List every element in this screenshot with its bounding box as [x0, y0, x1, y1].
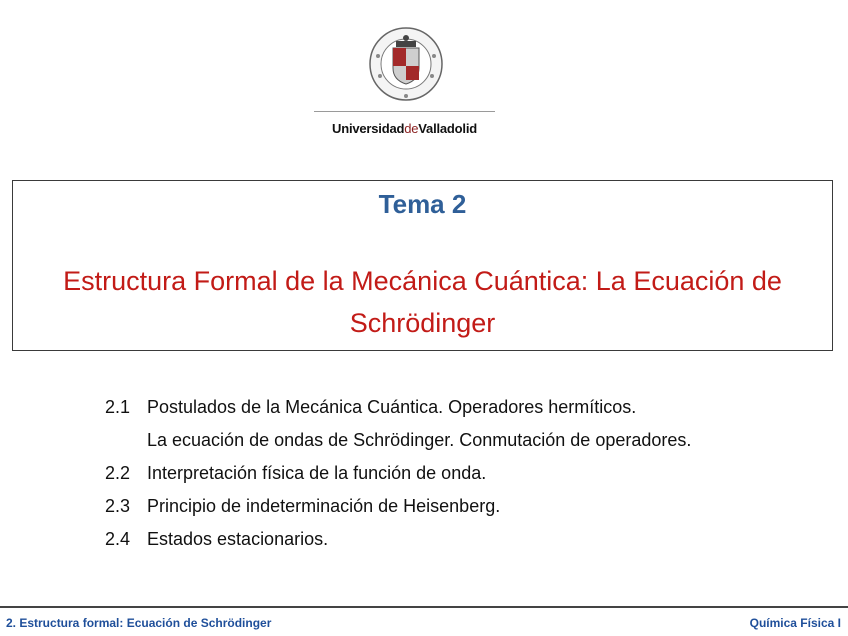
toc-item — [105, 490, 825, 523]
university-name-part2: de — [404, 121, 419, 136]
main-title — [21, 260, 824, 344]
table-of-contents — [105, 391, 825, 556]
toc-item-text: Estados estacionarios. — [147, 529, 329, 549]
title-box — [12, 180, 833, 351]
toc-item — [105, 424, 825, 457]
toc-item-number: 2.4 — [105, 529, 131, 549]
university-name — [312, 121, 497, 136]
footer-section-title: 2. Estructura formal: Ecuación de Schrödinger — [6, 616, 272, 630]
toc-item-text: Interpretación física de la función de onda. — [147, 463, 487, 483]
toc-item — [105, 391, 825, 424]
university-name-part1: Universidad — [332, 121, 405, 136]
university-logo — [312, 26, 497, 146]
footer-divider — [0, 606, 848, 608]
toc-item-number: 2.2 — [105, 463, 131, 483]
main-title-line1: Estructura Formal de la Mecánica Cuántica: La Ecuación de — [63, 266, 782, 296]
university-seal-icon — [360, 26, 452, 104]
toc-item-number: 2.1 — [105, 397, 131, 417]
main-title-line2: Schrödinger — [349, 308, 496, 338]
logo-divider — [314, 111, 495, 112]
toc-item-text: Principio de indeterminación de Heisenberg. — [147, 496, 501, 516]
toc-item-number: 2.3 — [105, 496, 131, 516]
topic-heading: Tema 2 — [378, 189, 467, 219]
toc-item-text: La ecuación de ondas de Schrödinger. Conmutación de operadores. — [147, 430, 692, 450]
toc-item-text: Postulados de la Mecánica Cuántica. Operadores hermíticos. — [147, 397, 637, 417]
university-name-part3: Valladolid — [418, 121, 477, 136]
toc-item — [105, 457, 825, 490]
footer-course-name: Química Física I — [749, 616, 841, 630]
toc-item — [105, 523, 825, 556]
